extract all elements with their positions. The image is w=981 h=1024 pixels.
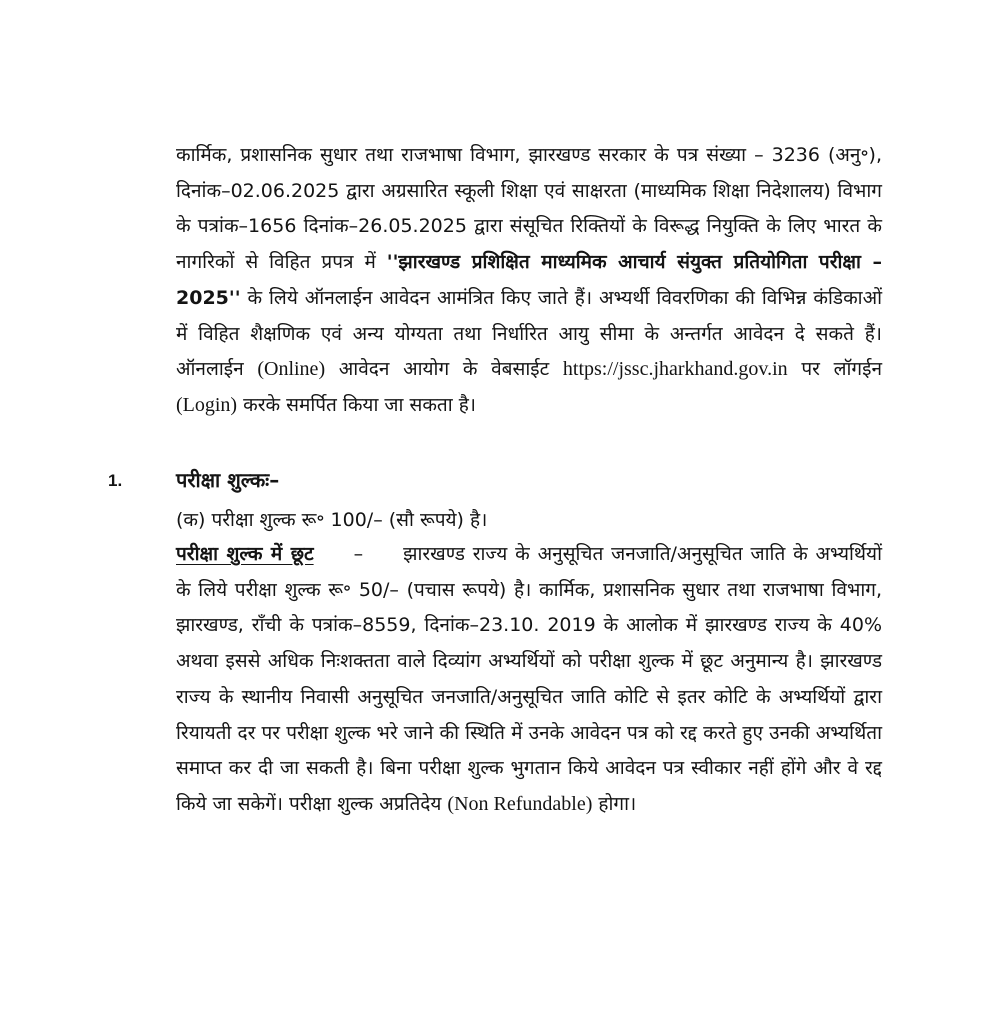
website-url: https://jssc.jharkhand.gov.in <box>562 358 788 381</box>
section-number: 1. <box>108 471 123 490</box>
login-english: (Login) <box>176 393 238 416</box>
concession-dash: – <box>353 543 364 565</box>
intro-text-2: के लिये ऑनलाईन आवेदन आमंत्रित किए जाते हैं। अभ्यर्थी विवरणिका की विभिन्न कंडिकाओं में विहित शैक्षणिक एवं अन्य योग्यता तथा निर्धारित आयु सीमा के अन्तर्गत आवेदन दे सकते हैं। ऑनलाईन <box>176 286 882 381</box>
concession-text-2: होगा। <box>592 792 637 815</box>
intro-text-4: पर लॉगईन <box>787 358 882 381</box>
section-title: परीक्षा शुल्कः– <box>176 468 280 492</box>
concession-text-1: झारखण्ड राज्य के अनुसूचित जनजाति/अनुसूचित जाति के अभ्यर्थियों के लिये परीक्षा शुल्क रू॰ 50/– (पचास रूपये) है। कार्मिक, प्रशासनिक सुधार तथा राजभाषा विभाग, झारखण्ड, राँची के पत्रांक–8559, दिनांक–23.10. 2019 के आलोक में झारखण्ड राज्य के 40% अथवा इससे अधिक निःशक्तता वाले दिव्यांग अभ्यर्थियों को परीक्षा शुल्क में छूट अनुमान्य है। झारखण्ड राज्य के स्थानीय निवासी अनुसूचित जनजाति/अनुसूचित जाति कोटि से इतर कोटि के अभ्यर्थियों द्वारा रियायती दर पर परीक्षा शुल्क भरे जाने की स्थिति में उनके आवेदन पत्र को रद्द करते हुए उनकी अभ्यर्थिता समाप्त कर दी जा सकती है। बिना परीक्षा शुल्क भुगतान किये आवेदन पत्र स्वीकार नहीं होंगे और वे रद्द किये जा सकेगें। परीक्षा शुल्क अप्रतिदेय <box>176 543 882 815</box>
intro-text-5: करके समर्पित किया जा सकता है। <box>237 393 476 416</box>
exam-fee-line: (क) परीक्षा शुल्क रू॰ 100/– (सौ रूपये) है। <box>176 509 488 531</box>
online-english: (Online) <box>257 358 326 381</box>
non-refundable-english: (Non Refundable) <box>447 792 593 815</box>
concession-heading: परीक्षा शुल्क में छूट <box>176 543 314 565</box>
intro-text-3: आवेदन आयोग के वेबसाईट <box>325 358 563 381</box>
exam-name: ''झारखण्ड प्रशिक्षित माध्यमिक आचार्य संयुक्त प्रतियोगिता परीक्षा – 2025'' <box>176 251 882 309</box>
intro-text-1: कार्मिक, प्रशासनिक सुधार तथा राजभाषा विभाग, झारखण्ड सरकार के पत्र संख्या – 3236 (अनु॰), दिनांक–02.06.2025 द्वारा अग्रसारित स्कूली शिक्षा एवं साक्षरता (माध्यमिक शिक्षा निदेशालय) विभाग के पत्रांक–1656 दिनांक–26.05.2025 द्वारा संसूचित रिक्तियों के विरूद्ध नियुक्ति के लिए भारत के नागरिकों से विहित प्रपत्र में <box>176 144 882 274</box>
intro-paragraph <box>176 138 882 424</box>
fee-concession-paragraph <box>176 537 882 823</box>
